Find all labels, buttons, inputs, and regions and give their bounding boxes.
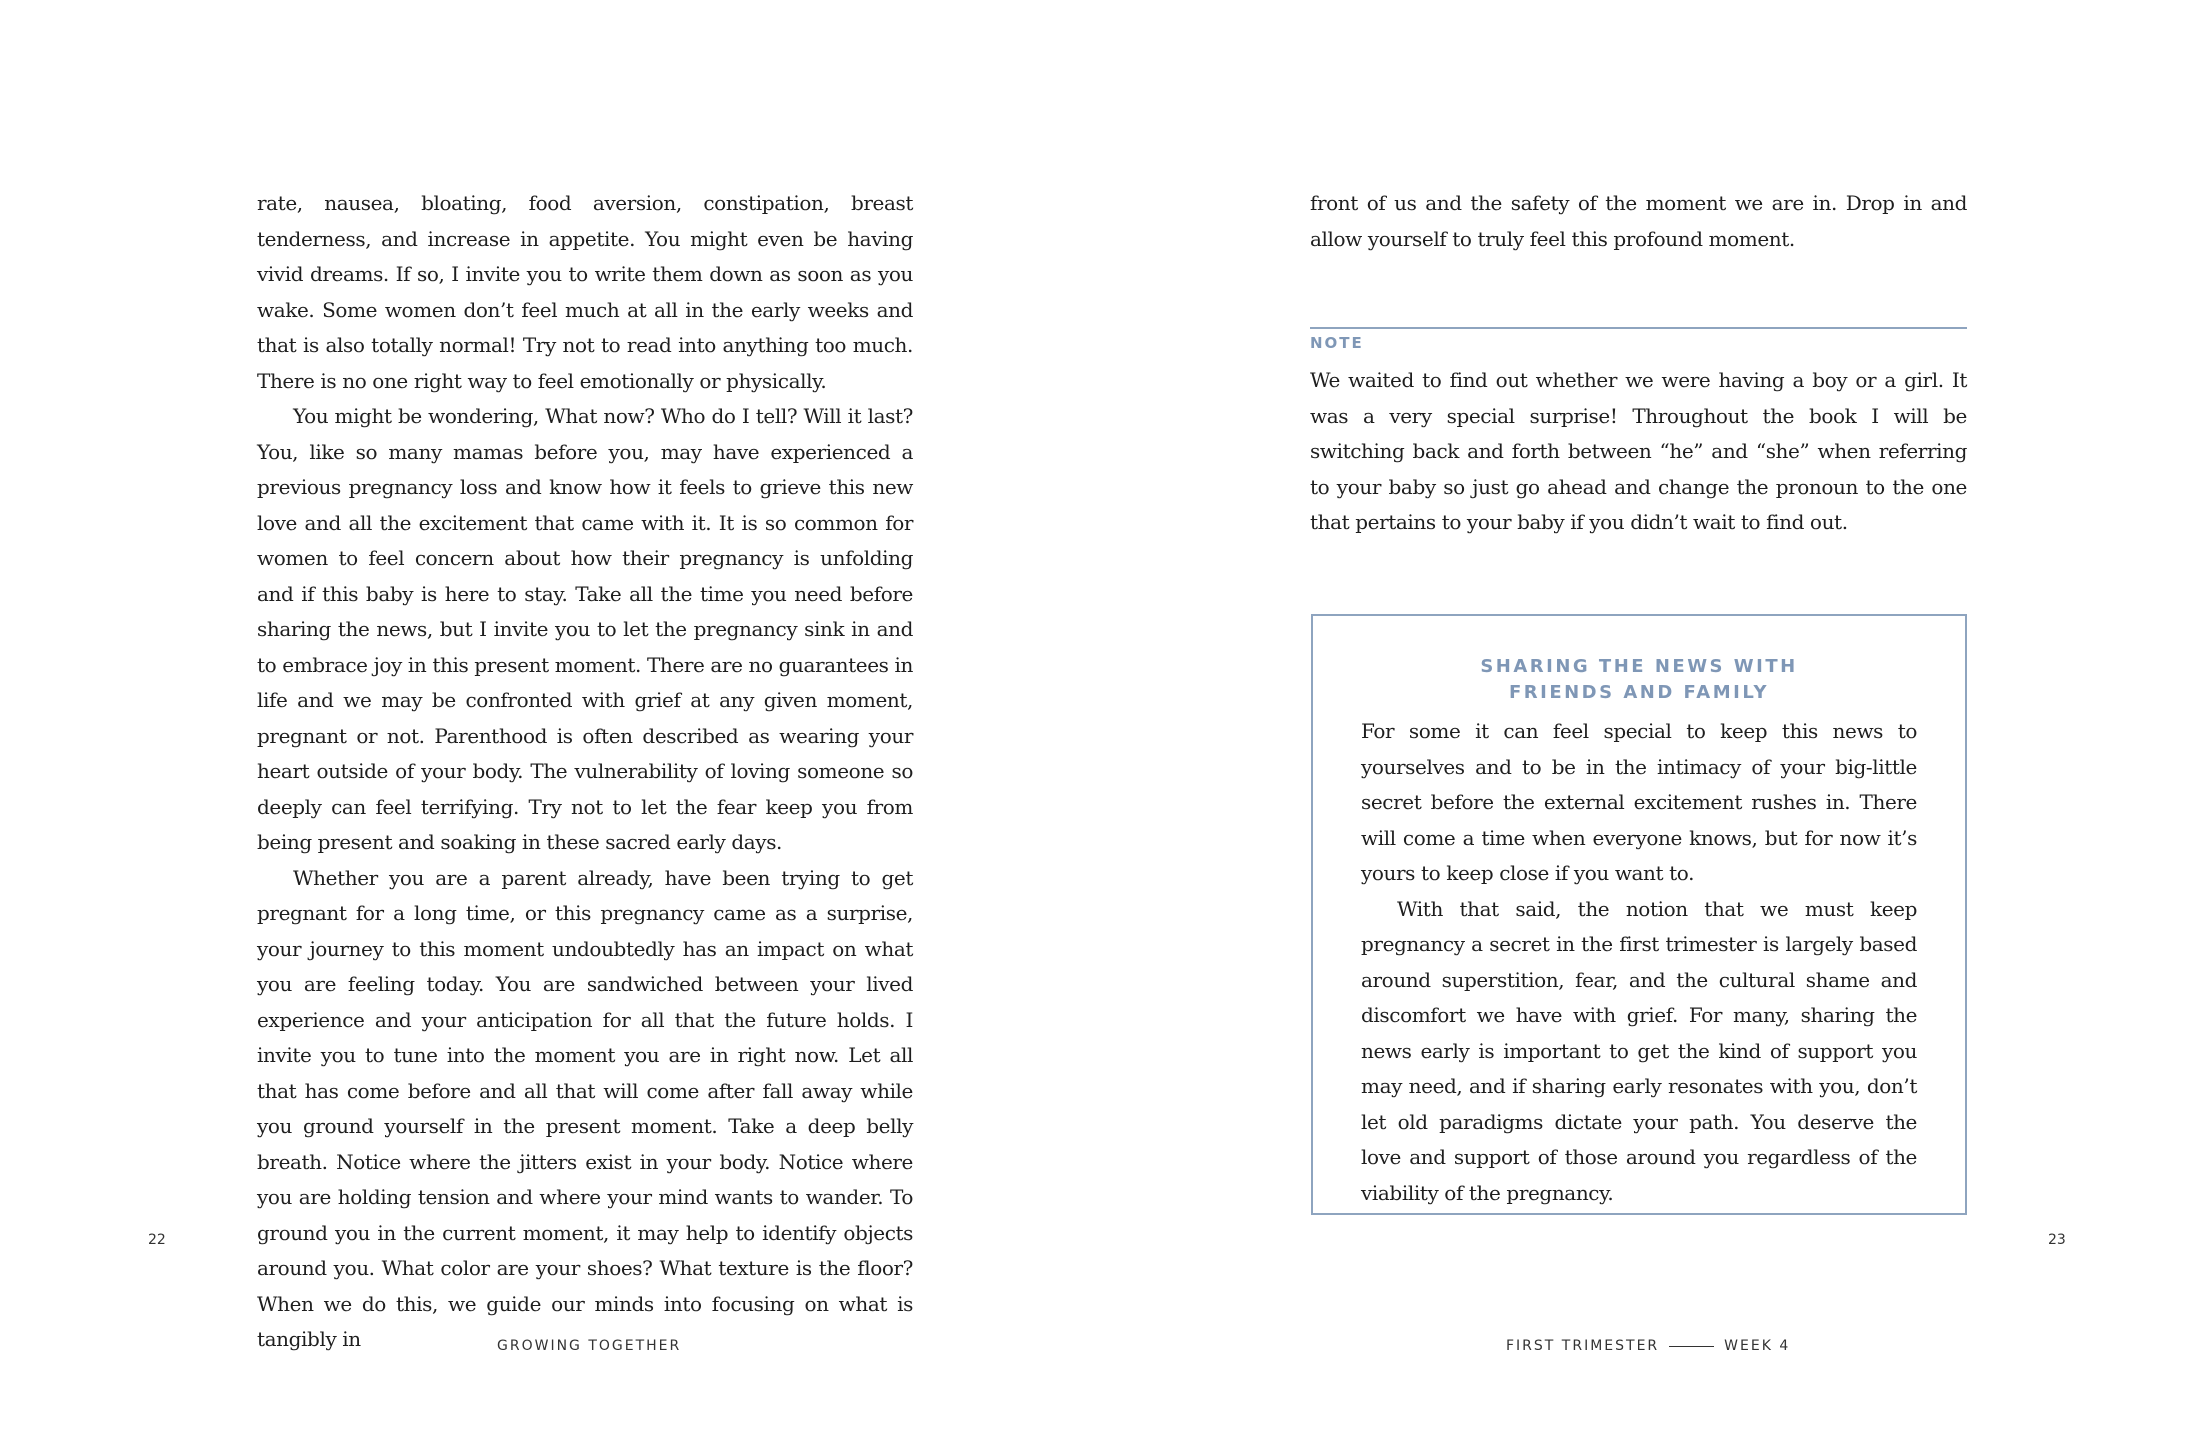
note-divider <box>1310 327 1967 329</box>
running-head-section: FIRST TRIMESTER <box>1506 1338 1660 1354</box>
paragraph: With that said, the notion that we must keep pregnancy a secret in the first trimester is largely based around superstition, fear, and the cultural shame and discomfort we have with grief. For many, sharing the news early is important to get the kind of support you may need, and if sharing early resonates with you, don’t let old paradigms dictate your path. You deserve the love and support of those around you regardless of the viability of the pregnancy. <box>1361 896 1917 1205</box>
sidebar-box <box>1311 614 1967 1215</box>
running-head-rule <box>1669 1346 1714 1347</box>
sidebar-title-line: SHARING THE NEWS WITH <box>1480 656 1798 677</box>
paragraph: For some it can feel special to keep this news to yourselves and to be in the intimacy of your big-little secret before the external excitement rushes in. There will come a time when everyone knows, but for now it’s yours to keep close if you want to. <box>1361 719 1917 885</box>
paragraph: rate, nausea, bloating, food aversion, constipation, breast tenderness, and increase in appetite. You might even be having vivid dreams. If so, I invite you to write them down as soon as you wake. Some women don’t feel much at all in the early weeks and that is also totally normal! Try not to read into anything too much. There is no one right way to feel emotionally or physically. <box>257 191 913 393</box>
left-body-text <box>257 186 913 1358</box>
sidebar-title-line: FRIENDS AND FAMILY <box>1508 682 1770 703</box>
paragraph: We waited to find out whether we were having a boy or a girl. It was a very special surprise! Throughout the book I will be switching back and forth between “he” and “she” when referring to your baby so just go ahead and change the pronoun to the one that pertains to your baby if you didn’t wait to find out. <box>1310 368 1967 534</box>
page-number-left: 22 <box>148 1232 166 1248</box>
paragraph: front of us and the safety of the moment we are in. Drop in and allow yourself to truly feel this profound moment. <box>1310 191 1967 251</box>
note-text <box>1310 363 1967 541</box>
note-label: NOTE <box>1310 334 1364 352</box>
right-page <box>1101 0 2202 1446</box>
running-head-right <box>1506 1338 1790 1354</box>
running-head-week: WEEK 4 <box>1724 1338 1791 1354</box>
sidebar-body-text <box>1361 714 1917 1211</box>
continuation-text <box>1310 186 1967 257</box>
sidebar-title <box>1313 654 1965 706</box>
running-head-left: GROWING TOGETHER <box>497 1338 682 1354</box>
paragraph: Whether you are a parent already, have been trying to get pregnant for a long time, or this pregnancy came as a surprise, your journey to this moment undoubtedly has an impact on what you are feeling today. You are sandwiched between your lived experience and your anticipation for all that the future holds. I invite you to tune into the moment you are in right now. Let all that has come before and all that will come after fall away while you ground yourself in the present moment. Take a deep belly breath. Notice where the jitters exist in your body. Notice where you are holding tension and where your mind wants to wander. To ground you in the current moment, it may help to identify objects around you. What color are your shoes? What texture is the floor? When we do this, we guide our minds into focusing on what is tangibly in <box>257 865 913 1351</box>
page-number-right: 23 <box>2048 1232 2066 1248</box>
paragraph: You might be wondering, What now? Who do I tell? Will it last? You, like so many mamas before you, may have experienced a previous pregnancy loss and know how it feels to grieve this new love and all the excitement that came with it. It is so common for women to feel concern about how their pregnancy is unfolding and if this baby is here to stay. Take all the time you need before sharing the news, but I invite you to let the pregnancy sink in and to embrace joy in this present moment. There are no guarantees in life and we may be confronted with grief at any given moment, pregnant or not. Parenthood is often described as wearing your heart outside of your body. The vulnerability of loving someone so deeply can feel terrifying. Try not to let the fear keep you from being present and soaking in these sacred early days. <box>257 404 913 854</box>
